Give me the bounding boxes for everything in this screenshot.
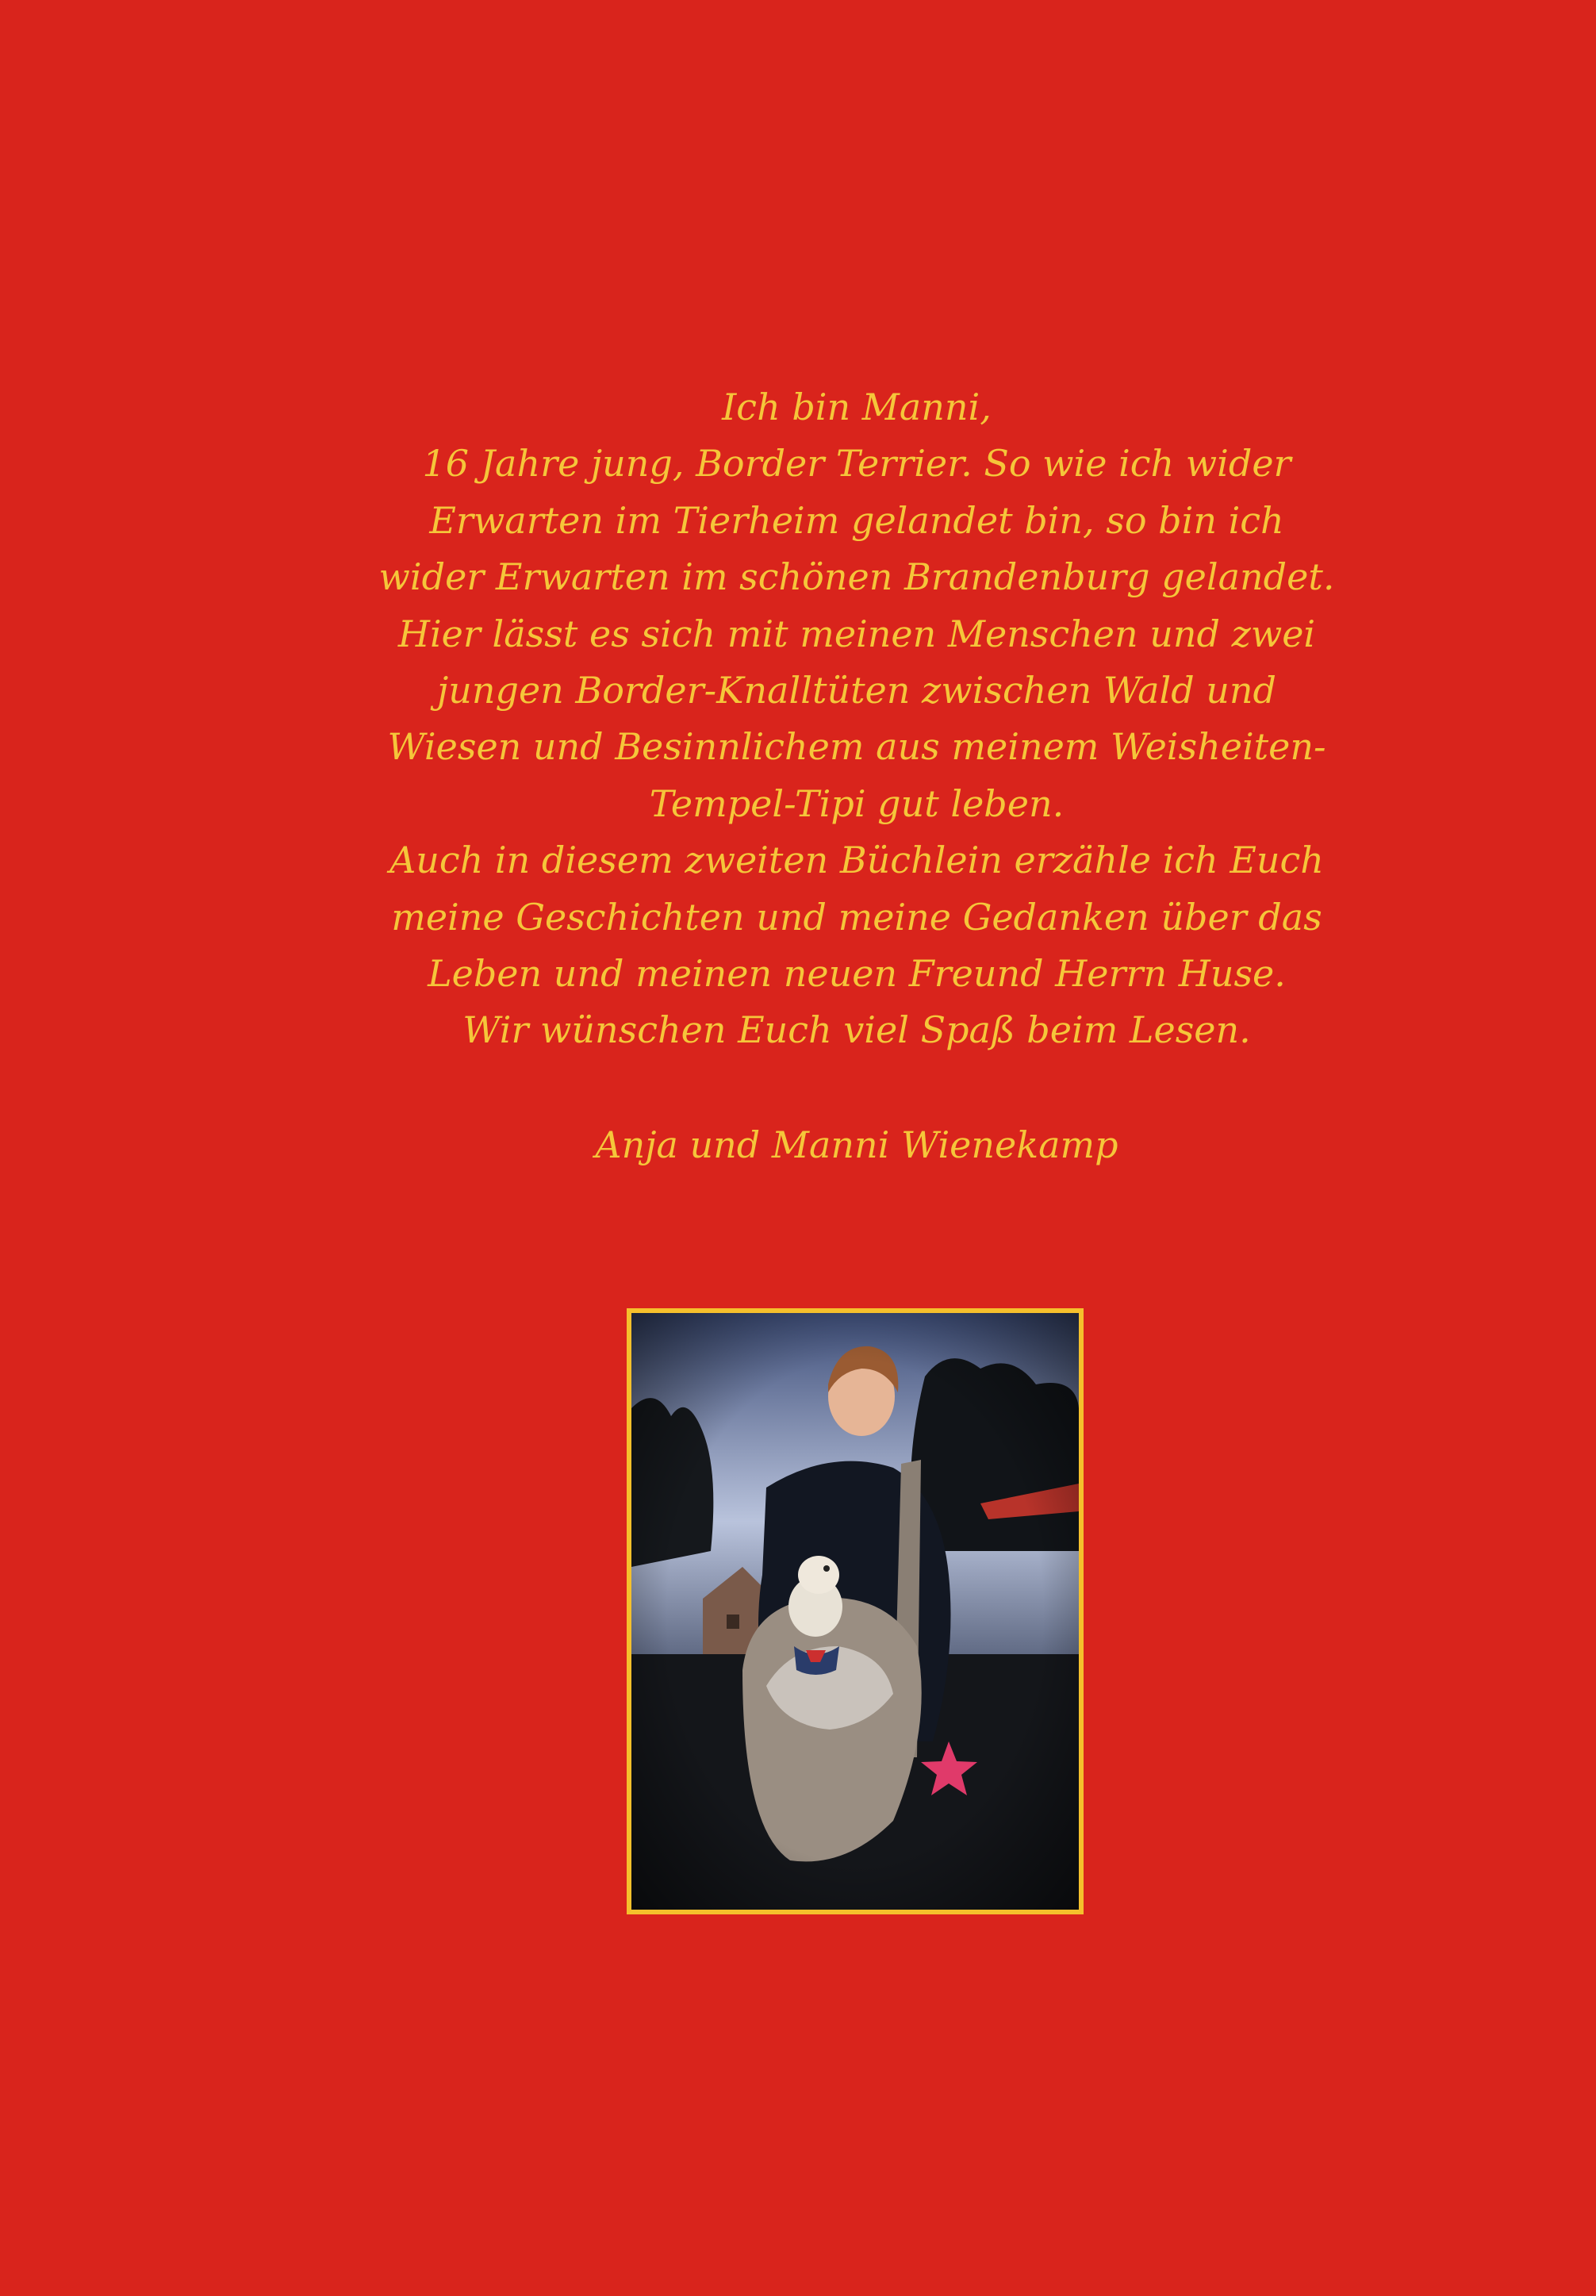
blurb-line: Erwarten im Tierheim gelandet bin, so bin ich	[429, 498, 1284, 542]
photo-woman-with-dog-illustration	[631, 1313, 1079, 1910]
blurb-line: Ich bin Manni,	[722, 386, 992, 428]
author-signature: Anja und Manni Wienekamp	[595, 1123, 1118, 1166]
blurb-line: Wir wünschen Euch viel Spaß beim Lesen.	[462, 1008, 1251, 1052]
blurb-line: jungen Border-Knalltüten zwischen Wald und	[437, 669, 1276, 712]
blurb-line: Wiesen und Besinnlichem aus meinem Weisheiten-	[387, 725, 1326, 769]
blurb-line: Hier lässt es sich mit meinen Menschen und zwei	[397, 612, 1316, 655]
blurb-line: 16 Jahre jung, Border Terrier. So wie ich wider	[422, 442, 1291, 486]
blurb-line: Leben und meinen neuen Freund Herrn Huse.	[428, 952, 1286, 996]
blurb-line: Tempel-Tipi gut leben.	[649, 781, 1065, 825]
blurb-line: Auch in diesem zweiten Büchlein erzähle ich Euch	[389, 839, 1324, 882]
blurb-line: meine Geschichten und meine Gedanken über das	[391, 895, 1322, 939]
author-photo	[627, 1308, 1084, 1914]
back-cover-blurb	[301, 379, 1412, 1059]
blurb-line: wider Erwarten im schönen Brandenburg gelandet.	[378, 555, 1335, 599]
